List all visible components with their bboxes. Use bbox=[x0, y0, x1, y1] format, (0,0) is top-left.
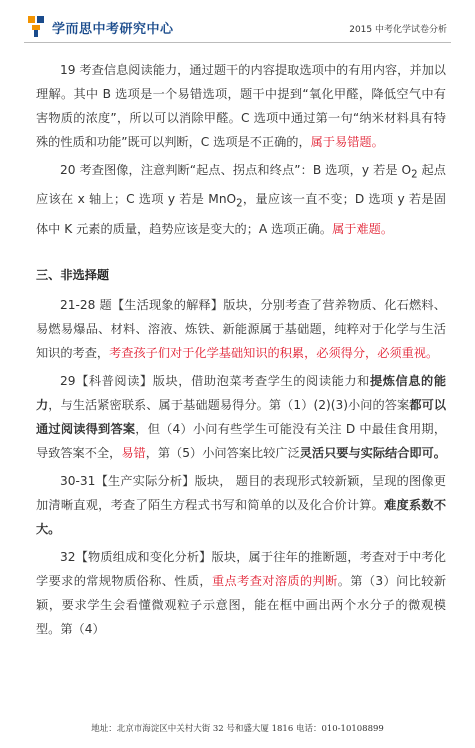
paragraph-q30-31: 30-31【生产实际分析】版块， 题目的表现形式较新颖，呈现的图像更加清晰直观，考查了陌生方程式书写和简单的以及化合价计算。难度系数不大。 bbox=[36, 473, 447, 536]
paragraph-q20: 20 考查图像，注意判断“起点、拐点和终点”：B 选项，y 若是 $O_2$ 起点应该在 x 轴上；C 选项 y 若是 MnO$_2$，量应该一直不变；D 选项 y 若是固体中 K 元素的质量，趋势应该是变大的；A 选项正确。属于难题。 bbox=[36, 163, 446, 236]
highlight-difficult: 属于难题。 bbox=[332, 221, 394, 236]
page-footer: 地址：北京市海淀区中关村大街 32 号和盛大厦 1816 电话：010-10108899 bbox=[91, 724, 384, 734]
highlight-easy-error: 易错 bbox=[121, 445, 146, 460]
highlight-solute-judgement: 重点考查对溶质的判断 bbox=[211, 573, 338, 588]
page-header bbox=[0, 0, 475, 44]
header-divider bbox=[24, 42, 451, 43]
document-subtitle: 2015 中考化学试卷分析 bbox=[349, 25, 447, 35]
paragraph-q32: 32【物质组成和变化分析】版块，属于往年的推断题，考查对于中考化学要求的常规物质俗称、性质，重点考查对溶质的判断。第（3）问比较新颖，要求学生会看懂微观粒子示意图，能在框中画出两个水分子的微观模型。第（4） bbox=[36, 549, 447, 636]
paragraph-q21-28: 21-28 题【生活现象的解释】版块，分别考查了营养物质、化石燃料、易燃易爆品、材料、溶液、炼铁、新能源属于基础题，纯粹对于化学与生活知识的考查，考查孩子们对于化学基础知识的积累，必须得分，必须重视。 bbox=[36, 297, 446, 360]
paragraph-q29: 29【科普阅读】版块，借助泡菜考查学生的阅读能力和提炼信息的能力，与生活紧密联系、属于基础题易得分。第（1）(2)(3)小问的答案都可以通过阅读得到答案，但（4）小问有些学生可能没有关注 D 中最佳食用期，导致答案不全，易错，第（5）小问答案比较广泛灵活只要与实际结合即可。 bbox=[36, 373, 447, 460]
paragraph-q19: 19 考查信息阅读能力，通过题干的内容提取选项中的有用内容，并加以理解。其中 B 选项是一个易错选项，题干中提到“氧化甲醛，降低空气中有害物质的浓度”，所以可以消除甲醛。C 选项中通过第一句“纳米材料具有特殊的性质和功能”既可以判断，C 选项是不正确的，属于易错题。 bbox=[36, 63, 446, 149]
xueersi-logo-icon bbox=[26, 14, 46, 38]
section-title-non-choice: 三、非选择题 bbox=[36, 267, 110, 282]
highlight-error-prone: 属于易错题。 bbox=[310, 135, 384, 149]
document-body bbox=[36, 58, 446, 645]
highlight-must-score: 考查孩子们对于化学基础知识的积累，必须得分，必须重视。 bbox=[109, 345, 439, 360]
logo-text: 学而思中考研究中心 bbox=[52, 22, 174, 37]
